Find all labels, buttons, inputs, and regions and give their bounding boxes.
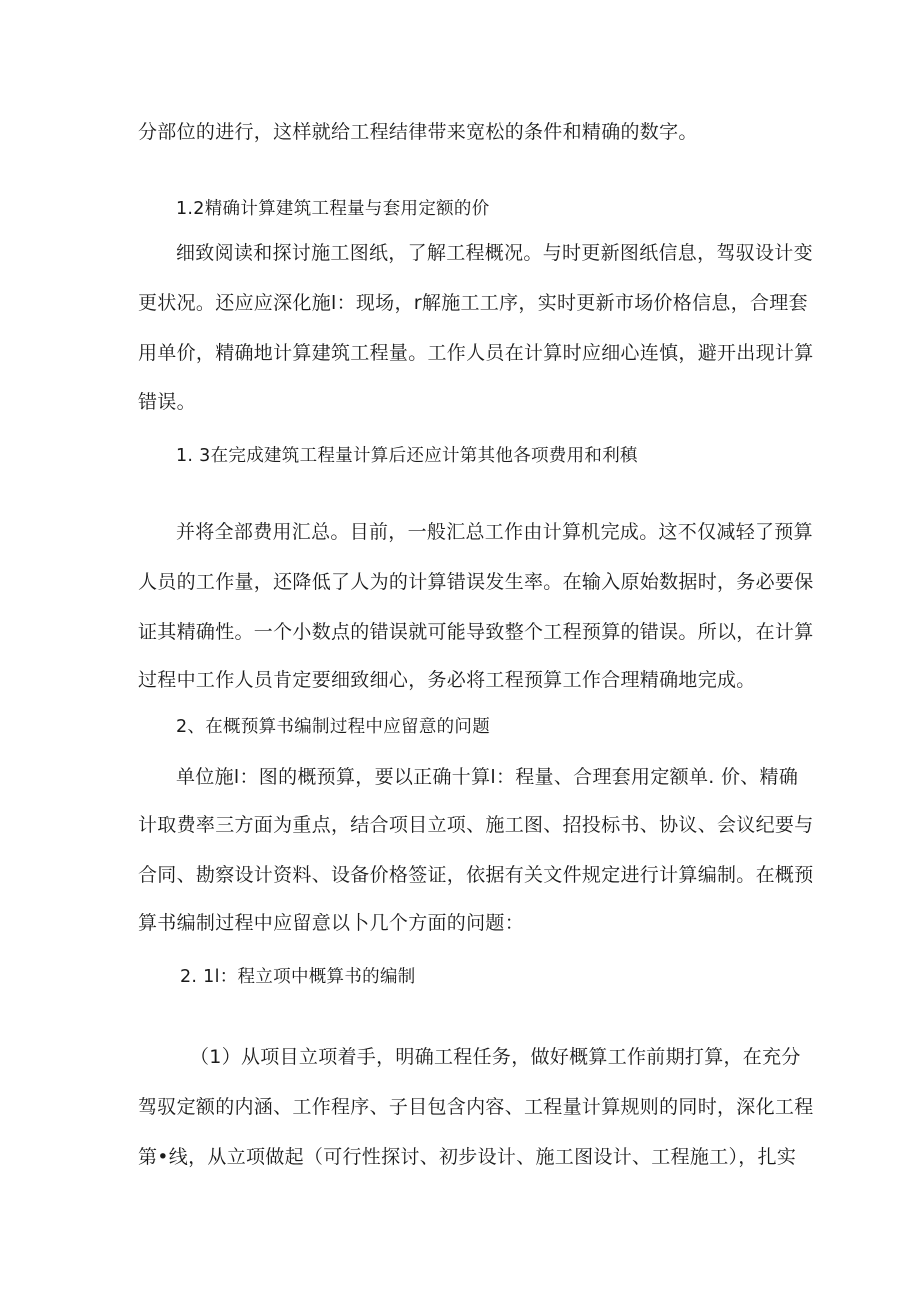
paragraph-line: （1）从项目立项着手，明确工程任务，做好概算工作前期打算，在充分 bbox=[190, 1046, 801, 1068]
paragraph-line: 人员的工作量，还降低了人为的计算错误发生率。在输入原始数据时，务必要保 bbox=[138, 571, 814, 593]
section-heading-2: 2、在概预算书编制过程中应留意的问题 bbox=[176, 717, 491, 737]
paragraph-line: 分部位的进行，这样就给工程结律带来宽松的条件和精确的数字。 bbox=[138, 121, 698, 143]
section-heading-2-1: 2. 1l：程立项中概算书的编制 bbox=[180, 967, 416, 987]
paragraph-line: 第•线，从立项做起（可行性探讨、初步设计、施工图设计、工程施工），扎实 bbox=[138, 1146, 797, 1168]
paragraph-line: 错误。 bbox=[138, 391, 196, 413]
section-heading-1-2: 1.2精确计算建筑工程量与套用定额的价 bbox=[176, 199, 490, 219]
paragraph-line: 计取费率三方面为重点，结合项目立项、施工图、招投标书、协议、会议纪要与 bbox=[138, 814, 814, 836]
paragraph-line: 单位施l：图的概预算，要以正确十算l：程量、合理套用定额单. 价、精确 bbox=[176, 766, 799, 788]
paragraph-line: 细致阅读和探讨施工图纸，了解工程概况。与时更新图纸信息，驾驭设计变 bbox=[176, 242, 813, 264]
paragraph-line: 并将全部费用汇总。目前，一般汇总工作由计算机完成。这不仅减轻了预算 bbox=[176, 521, 813, 543]
paragraph-line: 驾驭定额的内涵、工作程序、子目包含内容、工程量计算规则的同时，深化工程 bbox=[138, 1096, 814, 1118]
paragraph-line: 更状况。还应应深化施l：现场，r解施工工序，实时更新市场价格信息，合理套 bbox=[138, 292, 808, 314]
paragraph-line: 算书编制过程中应留意以卜几个方面的问题： bbox=[138, 912, 525, 934]
paragraph-line: 用单价，精确地计算建筑工程量。工作人员在计算时应细心连慎，避开出现计算 bbox=[138, 342, 814, 364]
paragraph-line: 合同、勘察设计资料、设备价格签证，依据有关文件规定进行计算编制。在概预 bbox=[138, 864, 814, 886]
paragraph-line: 证其精确性。一个小数点的错误就可能导致整个工程预算的错误。所以，在计算 bbox=[138, 621, 814, 643]
section-heading-1-3: 1. 3在完成建筑工程量计算后还应计第其他各项费用和利稹 bbox=[176, 446, 638, 466]
paragraph-line: 过程中工作人员肯定要细致细心，务必将工程预算工作合理精确地完成。 bbox=[138, 669, 756, 691]
